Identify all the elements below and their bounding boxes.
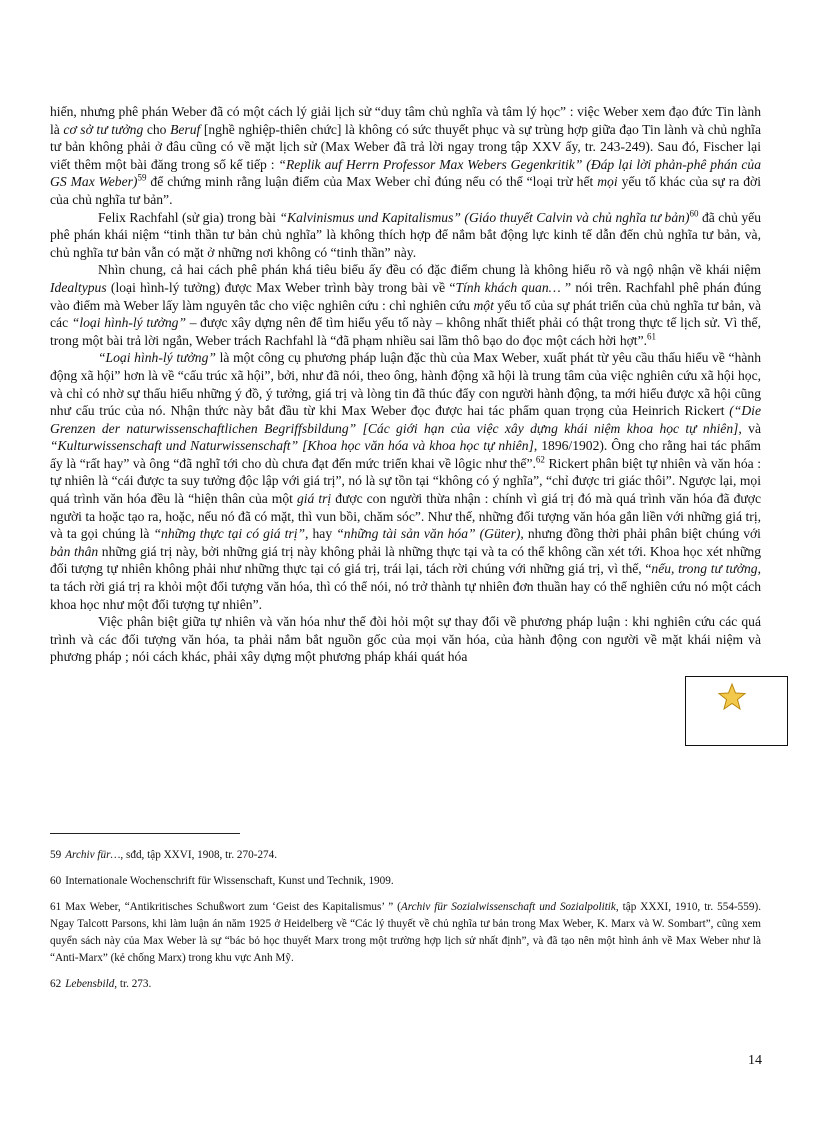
- text-run: , ta tách rời giá trị ra khỏi một đối tượng văn hóa, thì có thể nói, nó trở thành tự nhiên đơn thuần hay có thể nghiên cứu nó một cách khoa học như một đối tượng tự nhiên”.: [50, 561, 762, 612]
- text-run: , nhưng đồng thời phải phân biệt chúng với: [520, 526, 761, 542]
- text-run: yếu tố khác của sự ra đời của chủ nghĩa tư bản”.: [50, 174, 762, 207]
- text-run: “Replik auf Herrn Professor Max Webers Gegenkritik” (Đáp lại lời phản-phê phán của GS Max Weber): [50, 156, 761, 190]
- text-run: , tr. 273.: [114, 978, 152, 990]
- text-run: Beruf: [170, 121, 201, 137]
- text-run: Archiv für…: [65, 849, 121, 861]
- text-run: hiến, nhưng phê phán Weber đã có một cách lý giải lịch sử “duy tâm chủ nghĩa và tâm lý học” : việc Weber xem đạo đức Tin lành là: [50, 104, 761, 137]
- footnote-60: [50, 873, 761, 890]
- text-run: , tập XXXI, 1910, tr. 554-559). Ngay Talcott Parsons, khi làm luận án năm 1925 ở Heidelberg về “Các lý thuyết về chủ nghĩa tư bản trong Max Weber, K. Marx và W. Sombart”, cũng xem quyển sách này của Max Weber là sự “bác bỏ học thuyết Marx trong một trường hợp lịch sử nhất định”, và đã tạo nên một hình ảnh về Max Weber như là “Anti-Marx” (kẻ chống Marx) trong khu vực Anh Mỹ.: [50, 901, 761, 964]
- text-run: , và: [738, 420, 761, 436]
- text-run: Internationale Wochenschrift für Wissenschaft, Kunst und Technik, 1909.: [65, 875, 394, 887]
- text-run: Max Weber, “Antikritisches Schußwort zum ‘Geist des Kapitalismus’ ” (: [65, 901, 401, 913]
- text-run: Felix Rachfahl (sử gia) trong bài: [98, 209, 280, 225]
- text-run: “Kulturwissenschaft und Naturwissenschaft” [Khoa học văn hóa và khoa học tự nhiên]: [50, 438, 534, 454]
- paragraph-5: Việc phân biệt giữa tự nhiên và văn hóa như thế đòi hỏi một sự thay đổi về phương pháp luận : khi nghiên cứu các quá trình và các đối tượng văn hóa, ta phải nắm bắt nguồn gốc của mọi văn hóa, của hành động con người về mặt khái niệm và phương pháp ; nói cách khác, phải xây dựng một phương pháp khái quát hóa: [50, 614, 761, 665]
- text-run: , 1896/1902). Ông cho rằng hai tác phẩm ấy là “rất hay” và ông “đã nghĩ tới cho dù chưa đạt đến mức triển khai về lôgic như thế”.: [50, 438, 761, 471]
- text-run: Idealtypus: [50, 279, 107, 295]
- text-run: Nhìn chung, cả hai cách phê phán khá tiêu biểu ấy đều có đặc điểm chung là không hiểu rõ và ngộ nhận về khái niệm: [98, 262, 761, 278]
- text-run: yếu tố của sự phát triển của chủ nghĩa tư bản, và các: [50, 297, 762, 331]
- footnote-61: [50, 899, 761, 967]
- text-run: là một công cụ phương pháp luận đặc thù của Max Weber, xuất phát từ yêu cầu thấu hiểu về “hành động xã hội” hơn là về “cấu trúc xã hội”, bởi, như đã nói, theo ông, hành động xã hội là trung tâm của việc nghiên cứu xã hội học, và chỉ có nhờ sự thấu hiểu những ý đồ, ý tưởng, giá trị và lòng tin đã thúc đẩy con người hành động, ta mới hiểu được xã hội cũng như cấu trúc của nó. Nhận thức này bắt đầu từ khi Max Weber đọc được hai tác phẩm quan trọng của Heinrich Rickert: [50, 350, 761, 419]
- footnote-ref[interactable]: 59: [137, 172, 147, 183]
- footnote-number: 59: [50, 849, 62, 861]
- star-shape: [719, 684, 745, 709]
- text-run: một: [473, 297, 494, 313]
- footnote-separator: [50, 833, 240, 834]
- text-run: (“Die Grenzen der naturwissenschaftlichen Begriffsbildung” [Các giới hạn của việc xây dựng khái niệm khoa học tự nhiên]: [50, 403, 761, 436]
- text-run: “những thực tại có giá trị”: [153, 526, 306, 542]
- text-run: “Kalvinismus und Kapitalismus” (Giáo thuyết Calvin và chủ nghĩa tư bản): [279, 209, 690, 225]
- footnote-ref[interactable]: 61: [647, 331, 657, 342]
- text-run: để chứng minh rằng luận điểm của Max Weber chỉ đúng nếu có thể “loại trừ hết: [146, 174, 598, 190]
- paragraph-1: [50, 103, 761, 209]
- text-run: cho: [143, 121, 171, 137]
- text-run: Tính khách quan…: [455, 279, 561, 295]
- footnote-number: 61: [50, 901, 62, 913]
- paragraph-3: [50, 261, 761, 349]
- footnote-ref[interactable]: 60: [689, 208, 699, 219]
- text-run: mọi: [597, 174, 618, 190]
- star-icon[interactable]: [717, 682, 747, 712]
- footnotes: [50, 847, 761, 1002]
- footnote-number: 60: [50, 875, 62, 887]
- text-run: , hay: [305, 526, 337, 542]
- text-run: những giá trị này, bởi những giá trị này không phải là những thực tại và ta có thể không cần xét tới. Khoa học xét những đối tượng tự nhiên không phải như những thực tại có giá trị, trái lại, tách rời chúng với những giá trị, vì thế, “: [50, 543, 761, 577]
- text-run: bản thân: [50, 543, 99, 559]
- text-run: Rickert phân biệt tự nhiên và văn hóa : tự nhiên là “cái được ta suy tưởng độc lập với giá trị”, nó là sự tồn tại “không có ý nghĩa”, “chỉ được tri giác thôi”. Ngược lại, mọi quá trình văn hóa đều là “hiện thân của một: [50, 455, 761, 507]
- text-run: đã chủ yếu phê phán khái niệm “tinh thần tư bản chủ nghĩa” là không thích hợp để nắm bắt động lực kinh tế dẫn đến chủ nghĩa tư bản, và, chủ nghĩa tư bản vẫn có mặt ở những nơi không có “tinh thần” này.: [50, 209, 762, 260]
- text-run: giá trị: [296, 491, 332, 507]
- text-run: “loại hình-lý tưởng”: [71, 315, 186, 331]
- footnote-59: [50, 847, 761, 864]
- text-run: “những tài sản văn hóa” (Güter): [336, 526, 521, 542]
- paragraph-2: [50, 209, 761, 262]
- footnote-number: 62: [50, 978, 62, 990]
- text-run: Lebensbild: [65, 978, 115, 990]
- footnote-ref[interactable]: 62: [535, 454, 545, 465]
- text-run: cơ sở tư tưởng: [63, 121, 144, 137]
- footnote-62: [50, 976, 761, 993]
- text-run: được con người thừa nhận : chính vì giá trị đó mà quá trình văn hóa đã được người ta hoặc tạo ra, hoặc, nếu nó đã có mặt, thì vun bồi, chăm sóc”. Như thế, những đối tượng văn hóa gắn liền với những giá trị, và ta gọi chúng là: [50, 491, 761, 542]
- text-run: nếu, trong tư tưởng: [651, 561, 758, 577]
- document-body: [50, 103, 761, 666]
- text-run: – được xây dựng nên để tìm hiểu yếu tố này – không nhất thiết phải có thật trong thực tế lịch sử. Vì thế, trong một bài trả lời ngắn, Weber trách Rachfahl là “đã phạm nhiều sai lầm thô bạo do đọc một cách hời hợt”.: [50, 315, 761, 348]
- text-run: “Loại hình-lý tưởng”: [98, 350, 216, 366]
- text-run: (loại hình-lý tưởng) được Max Weber trình bày trong bài về “: [106, 279, 456, 295]
- text-run: Archiv für Sozialwissenschaft und Sozialpolitik: [400, 901, 616, 913]
- text-run: ” nói trên. Rachfahl phê phán đúng vào điểm mà Weber lấy làm nguyên tắc cho việc nghiên cứu : chỉ nghiên cứu: [50, 279, 761, 313]
- text-run: [nghề nghiệp-thiên chức] là không có sức thuyết phục và sự trùng hợp giữa đạo Tin lành và chủ nghĩa tư bản không phải ở đâu cũng có về mặt lịch sử (Max Weber đã trả lời ngay trong tập XXV ấy, tr. 243-249). Sau đó, Fischer lại viết thêm một bài đăng trong số kế tiếp :: [50, 121, 761, 172]
- paragraph-4: [50, 349, 761, 613]
- page-number: 14: [748, 1053, 762, 1068]
- text-run: , sđd, tập XXVI, 1908, tr. 270-274.: [120, 849, 278, 861]
